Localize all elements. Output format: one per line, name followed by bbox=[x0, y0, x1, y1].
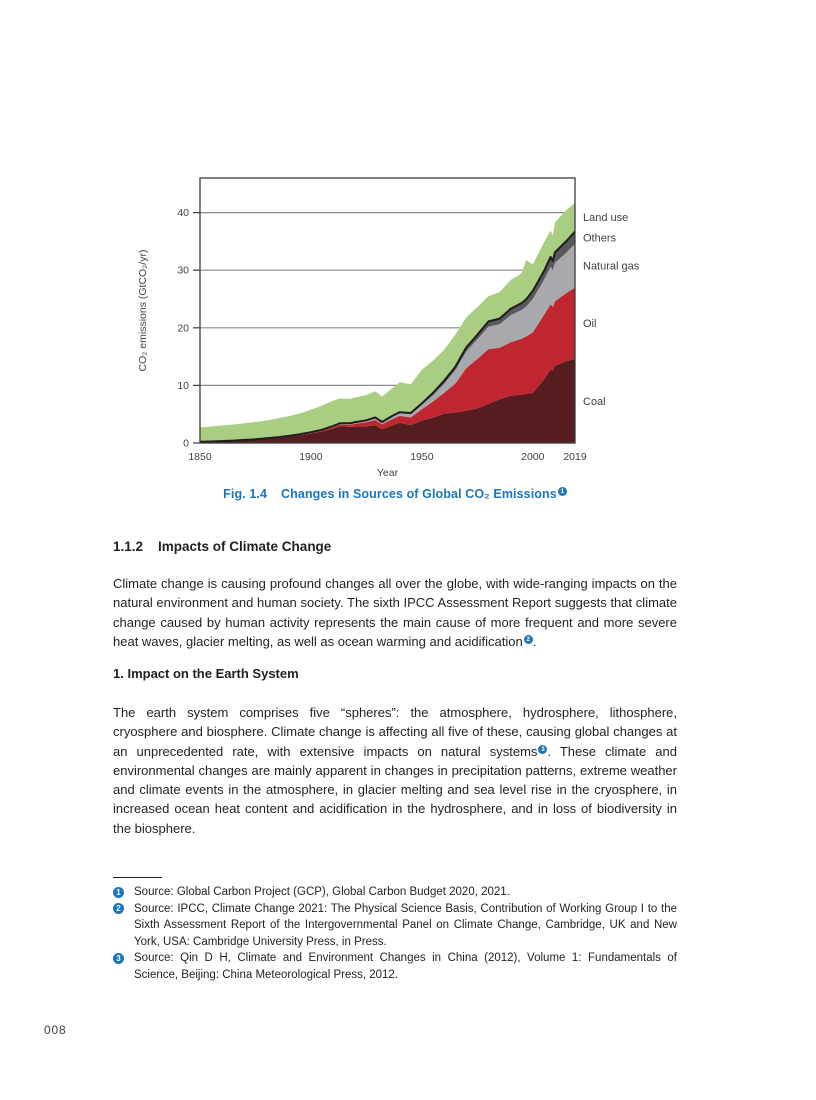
x-tick-label: 1950 bbox=[410, 451, 434, 463]
footnote-item bbox=[113, 901, 677, 951]
legend-label-others: Others bbox=[583, 232, 617, 245]
footnote-text: Source: Global Carbon Project (GCP), Global Carbon Budget 2020, 2021. bbox=[134, 886, 510, 898]
footnote-marker-1: 1 bbox=[558, 487, 567, 496]
y-tick-label: 10 bbox=[177, 379, 189, 392]
y-tick-label: 0 bbox=[183, 437, 189, 450]
footnote-divider bbox=[113, 877, 162, 878]
figure-caption bbox=[113, 487, 677, 501]
y-tick-label: 20 bbox=[177, 322, 189, 335]
y-tick-label: 40 bbox=[177, 207, 189, 220]
footnote-text: Source: Qin D H, Climate and Environment Changes in China (2012), Volume 1: Fundamentals of Science, Beijing: China Meteorological Press, 2012. bbox=[134, 952, 677, 981]
footnote-item bbox=[113, 884, 677, 901]
footnote-item bbox=[113, 950, 677, 983]
figure-label: Fig. 1.4 bbox=[223, 487, 268, 501]
x-tick-label: 1900 bbox=[299, 451, 323, 463]
legend-label-land-use: Land use bbox=[583, 212, 629, 225]
footnotes bbox=[113, 884, 677, 984]
y-tick-label: 30 bbox=[177, 264, 189, 277]
footnote-text: Source: IPCC, Climate Change 2021: The Physical Science Basis, Contribution of Working Group I to the Sixth Assessment Report of the Intergovernmental Panel on Climate Change, Cambridge, UK and New York, USA: Cambridge University Press, in Press. bbox=[134, 902, 677, 948]
legend-label-oil: Oil bbox=[583, 318, 597, 331]
footnote-number-icon: 3 bbox=[113, 953, 124, 964]
footnote-marker-3: 3 bbox=[538, 745, 547, 754]
page-number: 008 bbox=[44, 1023, 67, 1037]
figure-title: Changes in Sources of Global CO₂ Emissions bbox=[281, 487, 557, 501]
legend-label-natural-gas: Natural gas bbox=[583, 260, 640, 273]
co2-emissions-stacked-area-chart bbox=[130, 168, 670, 484]
section-title: Impacts of Climate Change bbox=[158, 539, 332, 554]
paragraph-climate-change-impacts: Climate change is causing profound changes all over the globe, with wide-ranging impacts on the natural environment and human society. The sixth IPCC Assessment Report suggests that climate change caused by human activity represents the main cause of more frequent and more severe heat waves, glacier melting, as well as ocean warming and acidification 2 . bbox=[113, 576, 677, 649]
legend-label-coal: Coal bbox=[583, 395, 606, 408]
x-tick-label: 1850 bbox=[188, 451, 212, 463]
x-axis-title: Year bbox=[376, 467, 399, 479]
section-heading bbox=[113, 539, 677, 554]
footnote-marker-2: 2 bbox=[524, 635, 533, 644]
subsection-heading: 1. Impact on the Earth System bbox=[113, 666, 299, 681]
section-number: 1.1.2 bbox=[113, 539, 144, 554]
y-axis-title: CO₂ emissions (GtCO₂/yr) bbox=[137, 249, 149, 372]
x-tick-label: 2000 bbox=[521, 451, 545, 463]
x-tick-label: 2019 bbox=[563, 451, 587, 463]
footnote-number-icon: 1 bbox=[113, 887, 124, 898]
footnote-number-icon: 2 bbox=[113, 903, 124, 914]
paragraph-earth-system: The earth system comprises five “spheres”: the atmosphere, hydrosphere, lithosphere, cryosphere and biosphere. Climate change is affecting all five of these, causing global changes at an unprecedented rate, with extensive impacts on natural systems 3 . These climate and environmental changes are mainly apparent in changes in precipitation patterns, extreme weather and climate events in the atmosphere, in glacier melting and sea level rise in the cryosphere, in increased ocean heat content and acidification in the hydrosphere, and in loss of biodiversity in the biosphere. bbox=[113, 705, 677, 836]
co2-emissions-figure bbox=[130, 168, 670, 484]
